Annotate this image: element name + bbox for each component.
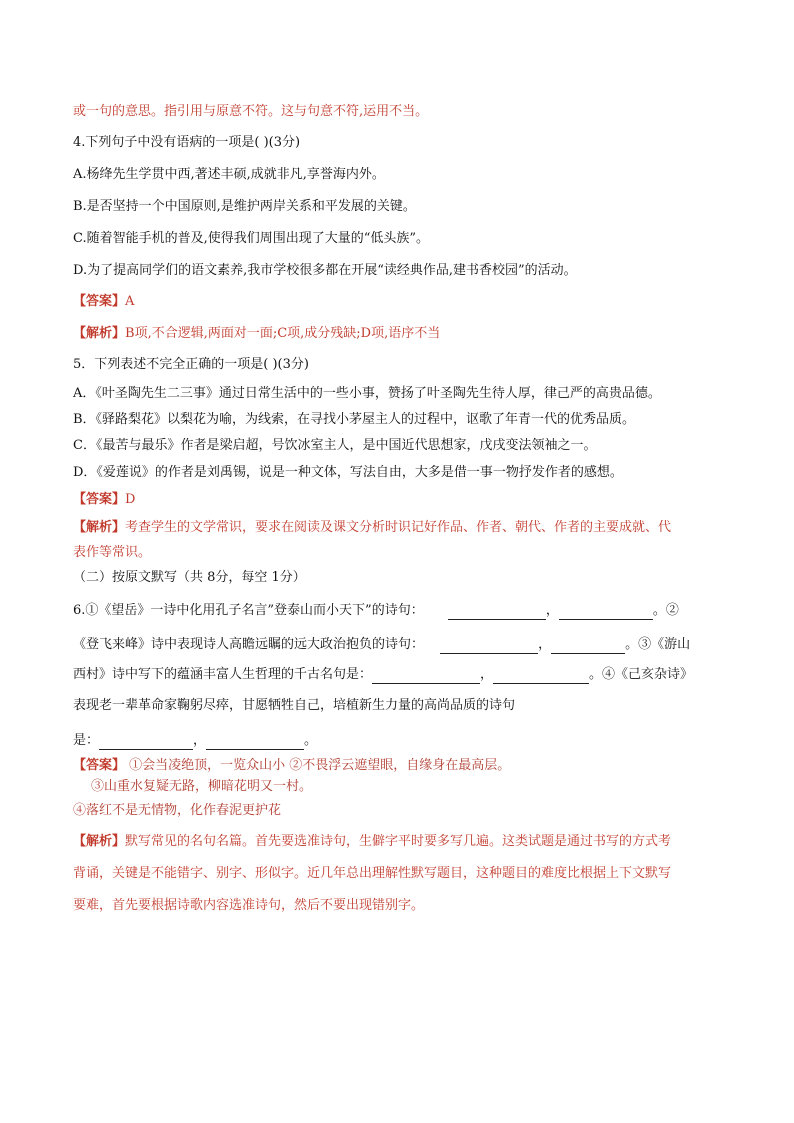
explanation-5-cont: 表作等常识。 [73, 545, 152, 560]
explanation-5 [73, 519, 671, 537]
option-5d: D．《爱莲说》的作者是刘禹锡，说是一种文体，写法自由，大多是借一事一物抒发作者的感想。 [73, 465, 623, 480]
question-5: 5．下列表述不完全正确的一项是( )(3分) [73, 357, 309, 372]
explanation-6 [73, 833, 671, 851]
option-4b: B.是否坚持一个中国原则,是维护两岸关系和平发展的关键。 [73, 199, 416, 214]
question-6-line3 [73, 666, 693, 684]
explanation-text: B项,不合逻辑,两面对一面;C项,成分残缺;D项,语序不当 [125, 326, 441, 341]
q6-tail: 。② [652, 603, 679, 618]
question-6-line5 [73, 732, 317, 750]
explanation-6-cont: 要难，首先要根据诗歌内容选准诗句，然后不要出现错别字。 [73, 898, 425, 913]
q6-text: 6.①《望岳》一诗中化用孔子名言”登泰山而小天下”的诗句： [73, 603, 424, 618]
q6-sep: ， [193, 733, 207, 748]
option-4c: C.随着智能手机的普及,使得我们周围出现了大量的“低头族”。 [73, 231, 430, 246]
answer-tag: 【答案】 [73, 758, 126, 773]
fill-blank[interactable] [99, 735, 193, 750]
answer-4 [73, 293, 134, 311]
q6-tail: 。④《己亥杂诗》 [589, 667, 694, 682]
option-4a: A.杨绛先生学贯中西,著述丰硕,成就非凡,享誉海内外。 [73, 167, 385, 182]
question-4: 4.下列句子中没有语病的一项是( )(3分) [73, 135, 301, 150]
question-6-line1 [73, 602, 679, 620]
answer-6-line2: ③山重水复疑无路，柳暗花明又一村。 [91, 779, 313, 794]
explanation-tag: 【解析】 [73, 520, 126, 535]
q6-tail: 。 [304, 733, 318, 748]
explanation-line: 或一句的意思。指引用与原意不符。这与句意不符,运用不当。 [73, 104, 429, 119]
answer-tag: 【答案】 [73, 294, 126, 309]
q6-tail: 。③《游山 [625, 637, 691, 652]
q6-sep: ， [538, 637, 552, 652]
q6-text: 西村》诗中写下的蕴涵丰富人生哲理的千古名句是： [73, 667, 373, 682]
answer-tag: 【答案】 [73, 492, 126, 507]
q6-sep: ， [480, 667, 494, 682]
answer-5 [73, 491, 135, 509]
fill-blank[interactable] [206, 735, 304, 750]
answer-value: ①会当凌绝顶，一览众山小 ②不畏浮云遮望眼，自缘身在最高层。 [125, 758, 511, 773]
answer-value: A [125, 294, 135, 309]
option-5a: A．《叶圣陶先生二三事》通过日常生活中的一些小事，赞扬了叶圣陶先生待人厚，律己严的高贵品德。 [73, 386, 661, 401]
fill-blank[interactable] [551, 639, 625, 654]
explanation-tag: 【解析】 [73, 326, 126, 341]
q6-text: 是： [73, 733, 100, 748]
explanation-text: 考查学生的文学常识，要求在阅读及课文分析时识记好作品、作者、朝代、作者的主要成就、代 [125, 520, 672, 535]
section-heading: （二）按原文默写（共 8分，每空 1分） [73, 570, 306, 585]
answer-6 [73, 757, 510, 775]
fill-blank[interactable] [440, 639, 538, 654]
fill-blank[interactable] [559, 605, 653, 620]
explanation-6-cont: 背诵，关键是不能错字、别字、形似字。近几年总出理解性默写题目，这种题目的难度比根据上下文默写 [73, 866, 672, 881]
option-4d: D.为了提高同学们的语文素养,我市学校很多都在开展“读经典作品,建书香校园”的活动。 [73, 263, 577, 278]
question-6-line2 [73, 636, 690, 654]
answer-value: D [125, 492, 136, 507]
fill-blank[interactable] [448, 605, 546, 620]
explanation-text: 默写常见的名句名篇。首先要选准诗句，生僻字平时要多写几遍。这类试题是通过书写的方式考 [125, 834, 672, 849]
option-5b: B．《驿路梨花》以梨花为喻，为线索，在寻找小茅屋主人的过程中，讴歌了年青一代的优秀品质。 [73, 412, 636, 427]
fill-blank[interactable] [372, 669, 480, 684]
q6-sep: ， [545, 603, 559, 618]
question-6-line4: 表现老一辈革命家鞠躬尽瘁，甘愿牺牲自己，培植新生力量的高尚品质的诗句 [73, 698, 516, 713]
explanation-tag: 【解析】 [73, 834, 126, 849]
explanation-4 [73, 325, 440, 343]
q6-text: 《登飞来峰》诗中表现诗人高瞻远瞩的远大政治抱负的诗句： [73, 637, 425, 652]
option-5c: C．《最苦与最乐》作者是梁启超，号饮冰室主人，是中国近代思想家，戊戌变法领袖之一。 [73, 438, 597, 453]
fill-blank[interactable] [493, 669, 589, 684]
answer-6-line3: ④落红不是无情物，化作春泥更护花 [73, 803, 282, 818]
